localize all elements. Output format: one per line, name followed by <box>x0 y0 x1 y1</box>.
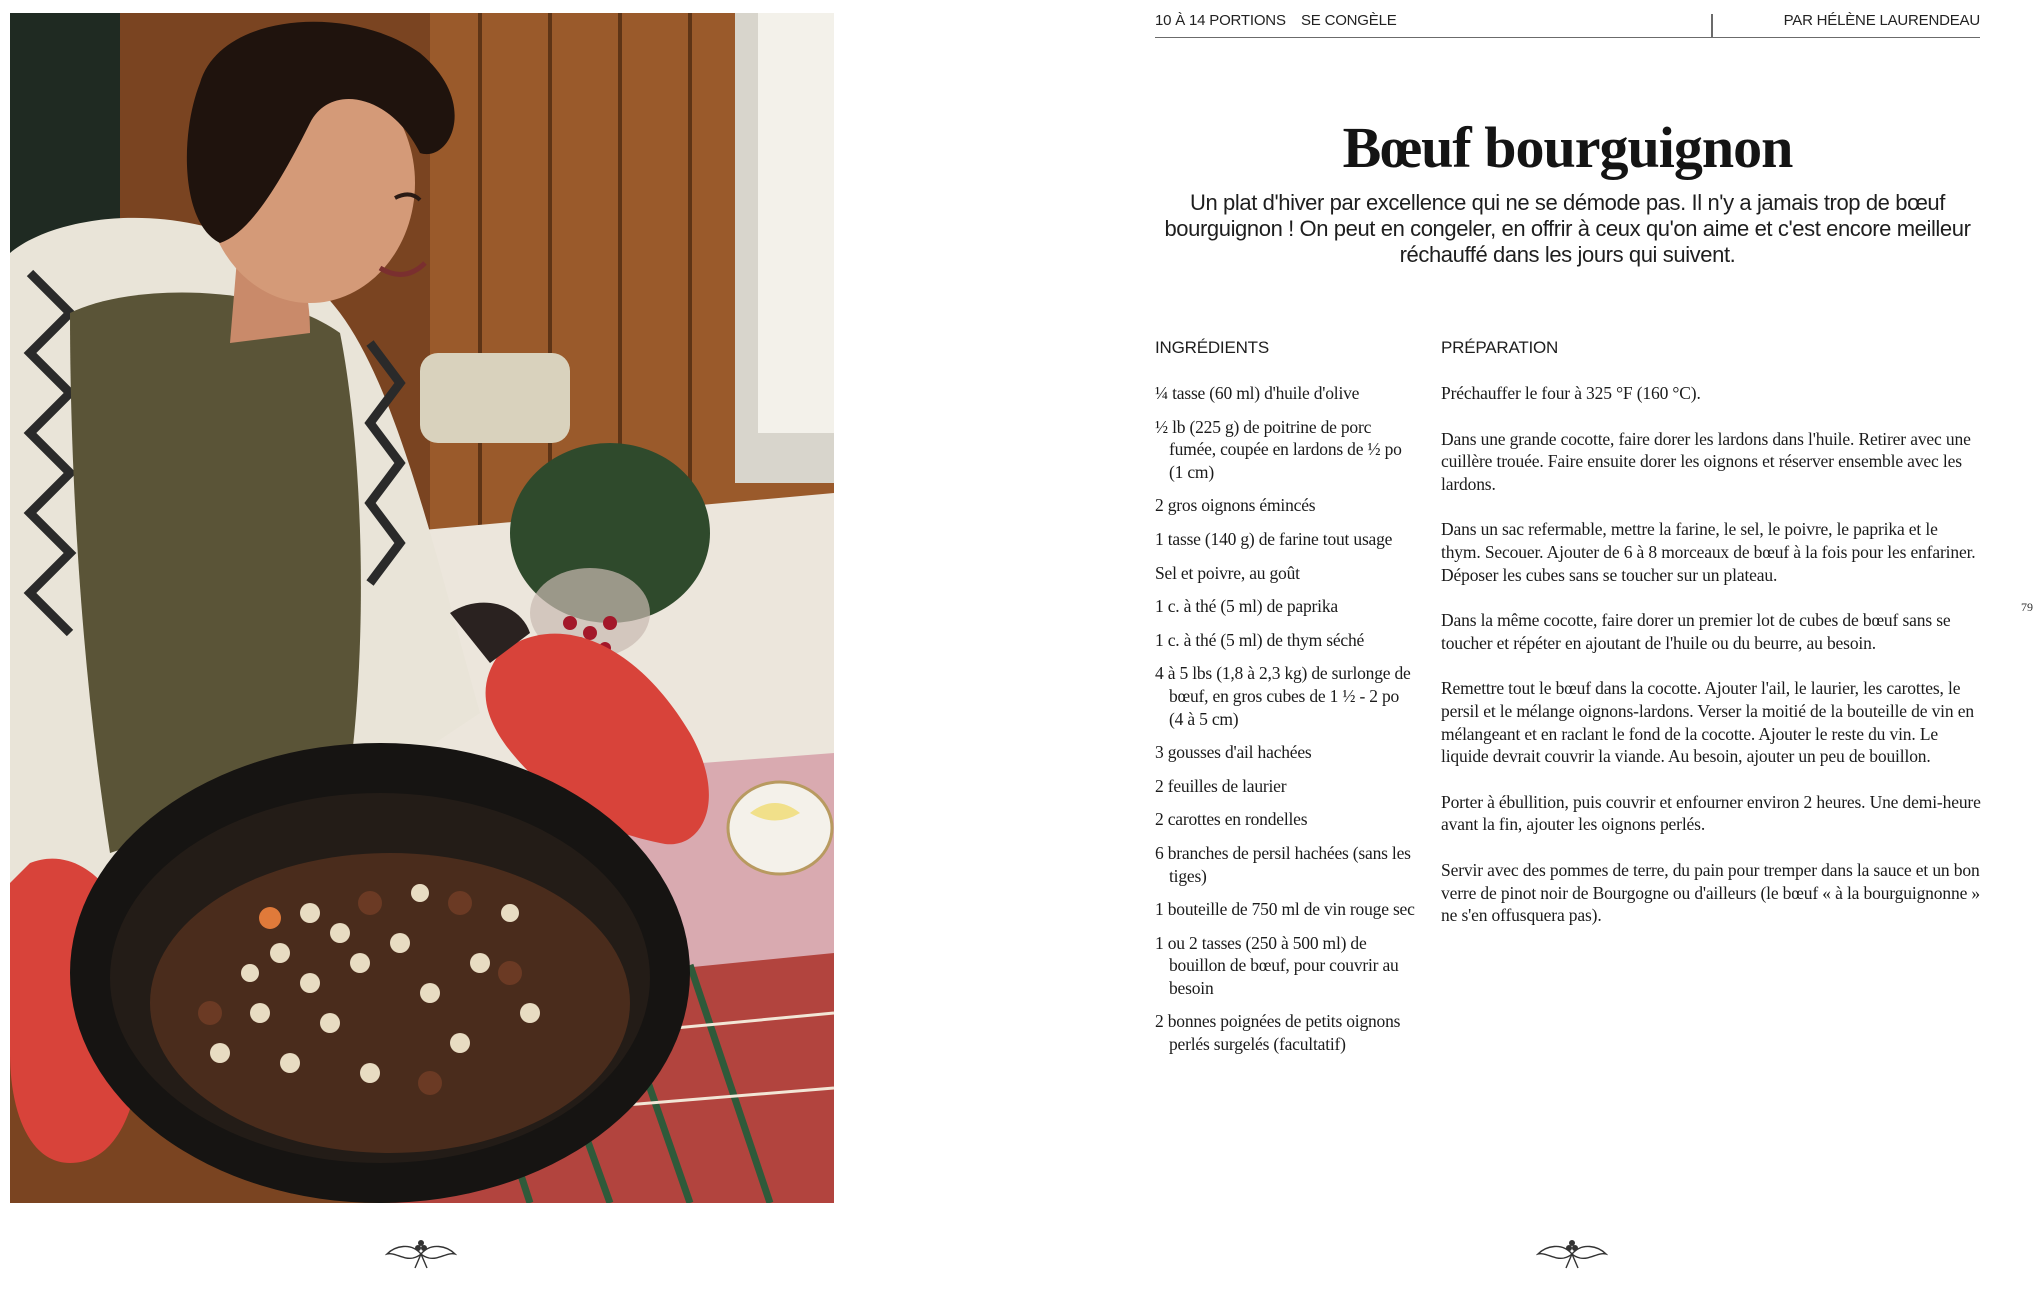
preparation-step: Dans une grande cocotte, faire dorer les lardons dans l'huile. Retirer avec une cuillère trouée. Faire ensuite dorer les oignons et réserver ensemble avec les lardons. <box>1441 428 1971 494</box>
ingredient-item: 1 ou 2 tasses (250 à 500 ml) de bouillon de bœuf, pour couvrir au besoin <box>1155 932 1399 998</box>
ingredient-item: 1 bouteille de 750 ml de vin rouge sec <box>1155 899 1415 920</box>
freeze-label: SE CONGÈLE <box>1301 12 1397 29</box>
ingredient-item: 2 bonnes poignées de petits oignons perlés surgelés (facultatif) <box>1155 1011 1401 1055</box>
preparation-step: Servir avec des pommes de terre, du pain pour tremper dans la sauce et un bon verre de pinot noir de Bourgogne ou d'ailleurs (le bœuf « à la bourguignonne » ne s'en offusquera pas). <box>1441 859 1981 926</box>
ingredient-item: 2 gros oignons émincés <box>1155 495 1316 516</box>
ingredient-item: Sel et poivre, au goût <box>1155 562 1300 583</box>
author-label: PAR HÉLÈNE LAURENDEAU <box>1783 12 1980 29</box>
holly-ornament-icon <box>385 1232 457 1272</box>
page-number: 79 <box>2021 600 2033 614</box>
ingredients-heading: INGRÉDIENTS <box>1155 338 1269 357</box>
ingredient-item: 3 gousses d'ail hachées <box>1155 742 1312 763</box>
preparation-step: Remettre tout le bœuf dans la cocotte. Ajouter l'ail, le laurier, les carottes, le persil et le mélange oignons-lardons. Verser la moitié de la bouteille de vin en mélangeant et en raclant le fond de la cocotte. Ajouter le reste du vin. Le liquide devrait couvrir la viande. Au besoin, ajouter un peu de bouillon. <box>1441 678 1974 767</box>
preparation-step: Préchauffer le four à 325 °F (160 °C). <box>1441 383 1701 403</box>
recipe-photo <box>10 13 834 1203</box>
ingredient-item: 4 à 5 lbs (1,8 à 2,3 kg) de surlonge de bœuf, en gros cubes de 1 ½ - 2 po (4 à 5 cm) <box>1155 663 1411 729</box>
recipe-title: Bœuf bourguignon <box>1342 115 1793 180</box>
preparation-heading: PRÉPARATION <box>1441 338 1559 357</box>
photo-woman-with-stew-pot <box>10 13 834 1203</box>
ingredients-list <box>1155 382 1417 1067</box>
preparation-steps <box>1441 382 1981 950</box>
preparation-step: Porter à ébullition, puis couvrir et enfourner environ 2 heures. Une demi-heure avant la fin, ajouter les oignons perlés. <box>1441 791 1981 835</box>
recipe-meta-bar <box>1155 8 1980 38</box>
meta-divider <box>1711 14 1713 38</box>
ingredient-item: 1 c. à thé (5 ml) de paprika <box>1155 596 1338 617</box>
portions-label: 10 À 14 PORTIONS <box>1155 12 1286 29</box>
ingredient-item: 6 branches de persil hachées (sans les tiges) <box>1155 842 1411 886</box>
ingredient-item: ½ lb (225 g) de poitrine de porc fumée, coupée en lardons de ½ po (1 cm) <box>1155 416 1402 482</box>
preparation-step: Dans un sac refermable, mettre la farine, le sel, le poivre, le paprika et le thym. Secouer. Ajouter de 6 à 8 morceaux de bœuf à la fois pour les enfariner. Déposer les cubes sans se toucher sur un plateau. <box>1441 519 1976 585</box>
ingredient-item: 2 carottes en rondelles <box>1155 809 1308 830</box>
ingredient-item: 1 tasse (140 g) de farine tout usage <box>1155 528 1393 549</box>
holly-ornament-icon <box>1536 1232 1608 1272</box>
ingredient-item: 1 c. à thé (5 ml) de thym séché <box>1155 629 1365 650</box>
preparation-step: Dans la même cocotte, faire dorer un premier lot de cubes de bœuf sans se toucher et répéter en ajoutant de l'huile ou du beurre, au besoin. <box>1441 610 1951 653</box>
ingredient-item: 2 feuilles de laurier <box>1155 775 1287 796</box>
ingredient-item: ¼ tasse (60 ml) d'huile d'olive <box>1155 383 1360 403</box>
recipe-intro: Un plat d'hiver par excellence qui ne se démode pas. Il n'y a jamais trop de bœuf bourguignon ! On peut en congeler, en offrir à ceux qu'on aime et c'est encore meilleur réchauffé dans les jours qui suivent. <box>1164 190 1971 267</box>
